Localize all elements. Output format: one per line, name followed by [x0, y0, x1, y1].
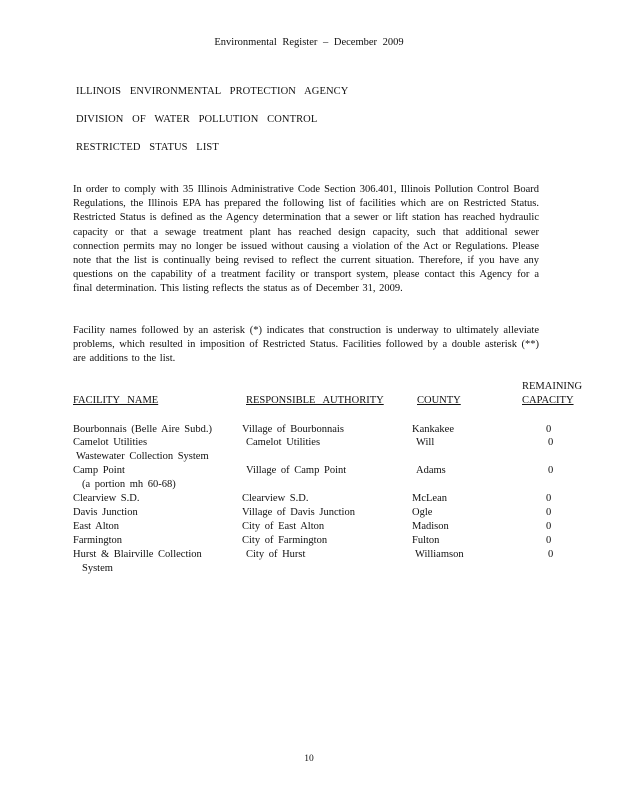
responsible-authority: Camelot Utilities: [246, 437, 321, 448]
remaining-capacity: 0: [546, 535, 552, 546]
remaining-capacity: 0: [546, 507, 552, 518]
intro-paragraph: In order to comply with 35 Illinois Administrative Code Section 306.401, Illinois Pollution Control Board Regulations, the Illinois EPA has prepared the following list of facilities which are on Restricted Status. Restricted Status is defined as the Agency determination that a sewer or lift station has reached hydraulic capacity or that a sewage treatment plant has reached design capacity, such that additional sewer connection permits may no longer be issued without causing a violation of the Act or Regulations. Please note that the list is continually being revised to reflect the current situation. Therefore, if you have any questions on the capability of a treatment facility or transport system, please contact this Agency for a final determination. This listing reflects the status as of December 31, 2009.: [73, 184, 539, 295]
county: Williamson: [415, 549, 464, 560]
responsible-authority: Clearview S.D.: [242, 493, 309, 504]
responsible-authority-column-header: RESPONSIBLE AUTHORITY: [246, 395, 384, 406]
facility-name: Clearview S.D.: [73, 493, 140, 504]
asterisk-note-paragraph: Facility names followed by an asterisk (*) indicates that construction is underway to ultimately alleviate problems, which resulted in imposition of Restricted Status. Facilities followed by a double asterisk (**) are additions to the list.: [73, 325, 539, 365]
agency-name-heading: ILLINOIS ENVIRONMENTAL PROTECTION AGENCY: [76, 86, 349, 97]
remaining-capacity: 0: [548, 437, 554, 448]
county: Adams: [416, 465, 446, 476]
capacity-header-line2: CAPACITY: [522, 395, 574, 406]
county: Ogle: [412, 507, 433, 518]
division-heading: DIVISION OF WATER POLLUTION CONTROL: [76, 114, 318, 125]
county: Will: [416, 437, 435, 448]
facility-name-continuation: System: [82, 563, 113, 574]
running-header: Environmental Register – December 2009: [214, 37, 404, 48]
table-row-continuation: [0, 563, 618, 577]
remaining-capacity: 0: [546, 521, 552, 532]
table-row: [0, 493, 618, 507]
table-row: [0, 549, 618, 563]
responsible-authority: City of Farmington: [242, 535, 328, 546]
remaining-capacity-column-header: [522, 380, 582, 408]
responsible-authority: Village of Bourbonnais: [242, 424, 344, 435]
remaining-capacity: 0: [546, 493, 552, 504]
county: Kankakee: [412, 424, 454, 435]
remaining-capacity: 0: [548, 549, 554, 560]
table-row: [0, 507, 618, 521]
facility-name: East Alton: [73, 521, 120, 532]
facility-name: Camp Point: [73, 465, 125, 476]
list-title-heading: RESTRICTED STATUS LIST: [76, 142, 219, 153]
table-row: [0, 437, 618, 451]
table-row-continuation: [0, 479, 618, 493]
facility-name: Bourbonnais (Belle Aire Subd.): [73, 424, 212, 435]
responsible-authority: Village of Davis Junction: [242, 507, 355, 518]
table-row-continuation: [0, 451, 618, 465]
county-column-header: COUNTY: [417, 395, 461, 406]
table-row: [0, 465, 618, 479]
table-row: [0, 535, 618, 549]
county: Madison: [412, 521, 449, 532]
capacity-header-line1: REMAINING: [522, 381, 583, 392]
responsible-authority: City of East Alton: [242, 521, 325, 532]
facility-name-column-header: FACILITY NAME: [73, 395, 159, 406]
facility-name: Farmington: [73, 535, 122, 546]
responsible-authority: City of Hurst: [246, 549, 306, 560]
facility-name-continuation: Wastewater Collection System: [76, 451, 209, 462]
facility-name-continuation: (a portion mh 60-68): [82, 479, 176, 490]
responsible-authority: Village of Camp Point: [246, 465, 347, 476]
table-row: [0, 521, 618, 535]
facility-name: Hurst & Blairville Collection: [73, 549, 202, 560]
facility-name: Camelot Utilities: [73, 437, 148, 448]
county: Fulton: [412, 535, 440, 546]
remaining-capacity: 0: [548, 465, 554, 476]
table-row: [0, 424, 618, 438]
county: McLean: [412, 493, 447, 504]
remaining-capacity: 0: [546, 424, 552, 435]
page-number: 10: [304, 754, 314, 764]
facility-name: Davis Junction: [73, 507, 138, 518]
